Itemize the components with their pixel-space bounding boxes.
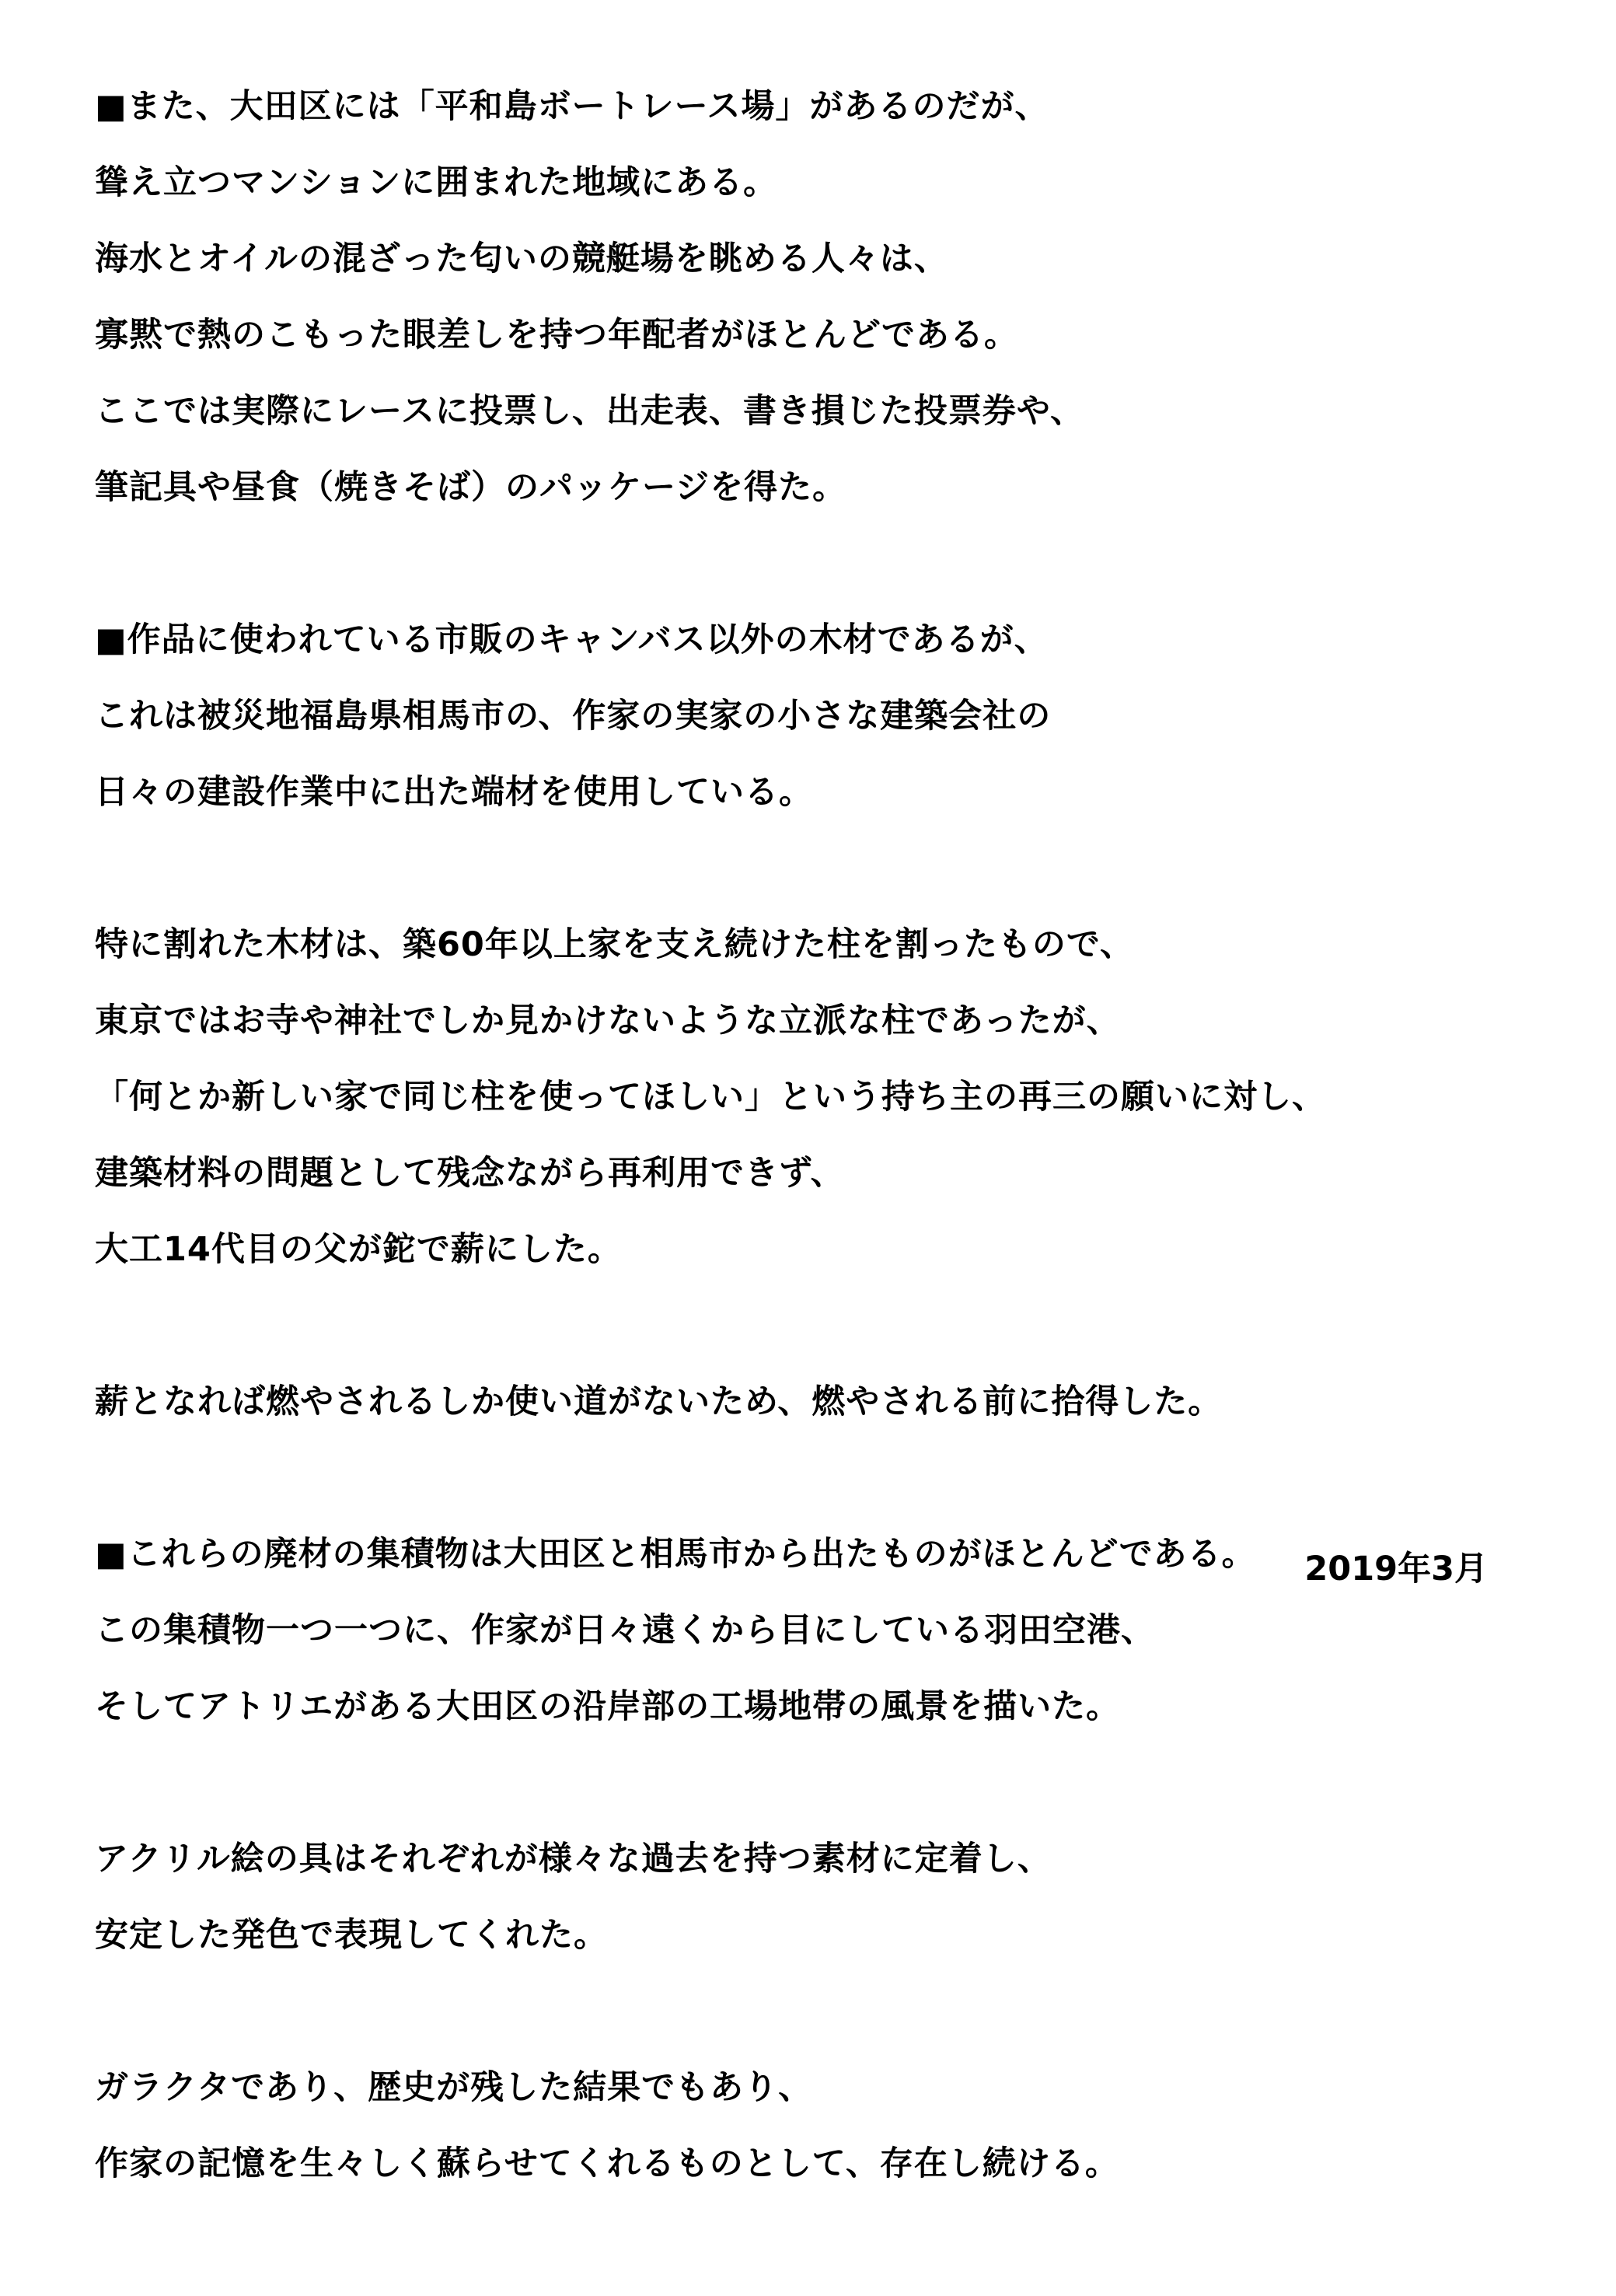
text-line: そしてアトリエがある大田区の沿岸部の工場地帯の風景を描いた。 [95,1687,1121,1726]
text-line: 海水とオイルの混ざった匂いの競艇場を眺める人々は、 [95,239,948,278]
text-line: ここでは実際にレースに投票し、出走表、書き損じた投票券や、 [95,392,1084,431]
text-line: 聳え立つマンションに囲まれた地域にある。 [95,163,778,202]
document-date: 2019年3月 [1304,1550,1488,1588]
text-line: アクリル絵の具はそれぞれが様々な過去を持つ素材に定着し、 [95,1840,1052,1878]
text-line: ガラクタであり、歴史が残した結果でもあり、 [95,2068,813,2107]
document-body [95,68,1510,2202]
text-line: 筆記具や昼食（焼きそば）のパッケージを得た。 [95,468,847,507]
paragraph-split-pillar [95,907,1510,1288]
text-line: この集積物一つ一つに、作家が日々遠くから目にしている羽田空港、 [95,1611,1155,1650]
text-line: これは被災地福島県相馬市の、作家の実家の小さな建築会社の [95,697,1052,736]
text-line: 寡黙で熱のこもった眼差しを持つ年配者がほとんどである。 [95,316,1018,355]
text-line: ■作品に使われている市販のキャンバス以外の木材であるが、 [95,620,1049,659]
text-line: 作家の記憶を生々しく蘇らせてくれるものとして、存在し続ける。 [95,2144,1119,2183]
paragraph-wood-material [95,602,1510,830]
text-line: 日々の建設作業中に出た端材を使用している。 [95,773,813,812]
text-line: 薪となれば燃やされるしか使い道がないため、燃やされる前に拾得した。 [95,1382,1223,1421]
text-line: 「何とか新しい家で同じ柱を使ってほしい」という持ち主の再三の願いに対し、 [95,1078,1326,1117]
paragraph-acrylic [95,1821,1510,1973]
text-line: ■これらの廃材の集積物は大田区と相馬市から出たものがほとんどである。 [95,1535,1256,1574]
paragraph-boat-race [95,68,1510,526]
text-line: 大工14代目の父が鉈で薪にした。 [95,1230,622,1269]
text-line: 特に割れた木材は、築60年以上家を支え続けた柱を割ったもので、 [95,925,1134,964]
paragraph-accumulations [95,1516,1510,1745]
text-line: ■また、大田区には「平和島ボートレース場」があるのだが、 [95,87,1049,126]
paragraph-junk [95,2050,1510,2202]
text-line: 建築材料の問題として残念ながら再利用できず、 [95,1154,845,1193]
paragraph-firewood [95,1364,1510,1440]
text-line: 安定した発色で表現してくれた。 [95,1916,608,1955]
text-line: 東京ではお寺や神社でしか見かけないような立派な柱であったが、 [95,1001,1121,1040]
